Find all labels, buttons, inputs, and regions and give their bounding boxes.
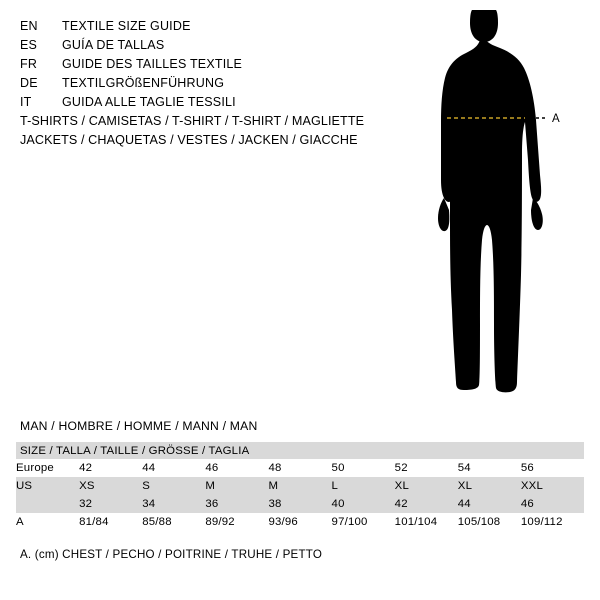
cell-value: XL [395, 477, 458, 495]
cell-value: XS [79, 477, 142, 495]
cell-value: XXL [521, 477, 584, 495]
table-header-label: SIZE / TALLA / TAILLE / GRÖSSE / TAGLIA [16, 442, 584, 459]
cell-value: L [332, 477, 395, 495]
cell-value: 42 [79, 459, 142, 477]
language-code: DE [20, 76, 38, 90]
cell-value: 42 [395, 495, 458, 513]
cell-value: 50 [332, 459, 395, 477]
cell-value: 44 [458, 495, 521, 513]
cell-value: 85/88 [142, 513, 205, 531]
cell-value: 81/84 [79, 513, 142, 531]
garment-category-list [20, 112, 420, 150]
category-jackets: JACKETS / CHAQUETAS / VESTES / JACKEN / GIACCHE [20, 133, 358, 147]
table-header-row [16, 442, 584, 459]
cell-value: 54 [458, 459, 521, 477]
language-title: GUÍA DE TALLAS [62, 38, 165, 52]
cell-value: 109/112 [521, 513, 584, 531]
table-row [16, 495, 584, 513]
row-label [16, 495, 79, 513]
language-row [20, 93, 400, 112]
cell-value: 101/104 [395, 513, 458, 531]
language-title: GUIDA ALLE TAGLIE TESSILI [62, 95, 236, 109]
table-row [16, 459, 584, 477]
language-title: TEXTILGRÖßENFÜHRUNG [62, 76, 225, 90]
language-code: ES [20, 38, 38, 52]
language-row [20, 17, 400, 36]
table-section-title: MAN / HOMBRE / HOMME / MANN / MAN [20, 419, 258, 433]
cell-value: XL [458, 477, 521, 495]
language-code: FR [20, 57, 38, 71]
cell-value: 97/100 [332, 513, 395, 531]
cell-value: 46 [521, 495, 584, 513]
category-tshirts: T-SHIRTS / CAMISETAS / T-SHIRT / T-SHIRT / MAGLIETTE [20, 114, 365, 128]
measurement-legend: A. (cm) CHEST / PECHO / POITRINE / TRUHE / PETTO [20, 548, 323, 561]
table-row [16, 513, 584, 531]
cell-value: 89/92 [205, 513, 268, 531]
body-silhouette-figure [400, 10, 600, 410]
size-table [16, 442, 584, 531]
cell-value: 32 [79, 495, 142, 513]
cell-value: 36 [205, 495, 268, 513]
language-list [20, 17, 400, 112]
language-title: TEXTILE SIZE GUIDE [62, 19, 191, 33]
cell-value: 56 [521, 459, 584, 477]
silhouette-body [438, 10, 543, 392]
cell-value: 38 [268, 495, 331, 513]
row-label: Europe [16, 459, 79, 477]
cell-value: 105/108 [458, 513, 521, 531]
table-row [16, 477, 584, 495]
language-code: EN [20, 19, 38, 33]
cell-value: 48 [268, 459, 331, 477]
row-label: A [16, 513, 79, 531]
cell-value: 40 [332, 495, 395, 513]
language-row [20, 55, 400, 74]
cell-value: S [142, 477, 205, 495]
cell-value: M [205, 477, 268, 495]
cell-value: 44 [142, 459, 205, 477]
language-code: IT [20, 95, 32, 109]
silhouette-svg [400, 10, 600, 410]
language-row [20, 36, 400, 55]
cell-value: 34 [142, 495, 205, 513]
chest-marker-label: A [552, 113, 561, 125]
cell-value: M [268, 477, 331, 495]
cell-value: 46 [205, 459, 268, 477]
size-table-container [16, 442, 584, 531]
language-title: GUIDE DES TAILLES TEXTILE [62, 57, 243, 71]
language-row [20, 74, 400, 93]
cell-value: 93/96 [268, 513, 331, 531]
cell-value: 52 [395, 459, 458, 477]
row-label: US [16, 477, 79, 495]
